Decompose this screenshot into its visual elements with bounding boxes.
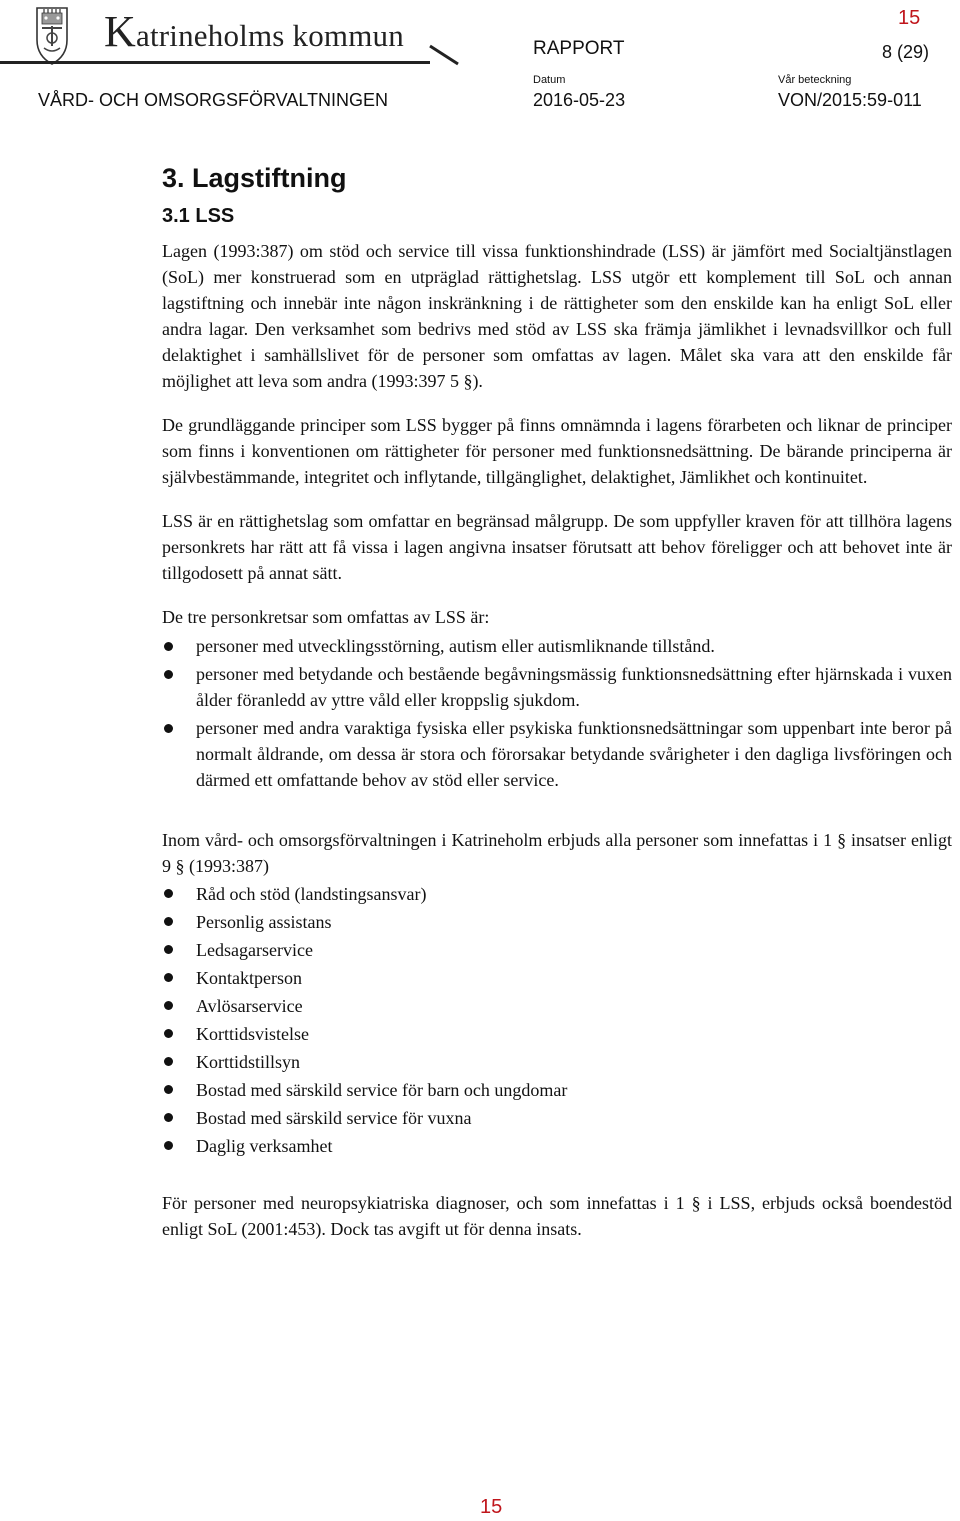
document-reference: VON/2015:59-011 — [778, 90, 922, 110]
bullet-dot-icon — [164, 917, 173, 926]
organization-name: VÅRD- OCH OMSORGSFÖRVALTNINGEN — [38, 90, 389, 110]
bullet-dot-icon — [164, 889, 173, 898]
list-item: Kontaktperson — [162, 964, 952, 992]
bullet-dot-icon — [164, 945, 173, 954]
section-heading: 3. Lagstiftning — [162, 163, 347, 193]
subsection-heading: 3.1 LSS — [162, 205, 235, 227]
document-date: 2016-05-23 — [533, 90, 626, 110]
bullet-dot-icon — [164, 1029, 173, 1038]
list-item: Råd och stöd (landstingsansvar) — [162, 880, 952, 908]
paragraph-closing: För personer med neuropsykiatriska diagnoser, och som innefattas i 1 § i LSS, erbjuds också boendestöd enligt SoL (2001:453). Dock tas avgift ut för denna insats. — [162, 1193, 952, 1239]
logo-swoosh-icon — [428, 44, 462, 66]
bullet-dot-icon — [164, 1057, 173, 1066]
list-item: Ledsagarservice — [162, 936, 952, 964]
bullet-dot-icon — [164, 973, 173, 982]
bullet-dot-icon — [164, 1085, 173, 1094]
insatser-list — [162, 880, 952, 1160]
date-caption: Datum — [533, 74, 566, 86]
personkretsar-list — [162, 633, 952, 793]
document-type-label: RAPPORT — [533, 38, 625, 59]
list-item: personer med betydande och bestående begåvningsmässig funktionsnedsättning efter hjärnskada i vuxen ålder föranledd av yttre våld eller kroppslig sjukdom. — [162, 661, 952, 713]
header-red-page-number: 15 — [898, 7, 921, 29]
list-item: Daglig verksamhet — [162, 1132, 952, 1160]
bullet-dot-icon — [164, 1141, 173, 1150]
paragraph-insatser-intro: Inom vård- och omsorgsförvaltningen i Katrineholm erbjuds alla personer som innefattas i 1 § insatser enligt 9 § (1993:387) — [162, 830, 952, 876]
municipal-crest-icon — [34, 4, 70, 66]
list-item: Bostad med särskild service för vuxna — [162, 1104, 952, 1132]
bullet-dot-icon — [164, 670, 173, 679]
paragraph-intro: Lagen (1993:387) om stöd och service till vissa funktionshindrade (LSS) är jämfört med Socialtjänstlagen (SoL) mer konstruerad som en utpräglad rättighetslag. LSS utgör ett komplement till SoL och annan lagstiftning och innebär inte någon inskränkning i de rättigheter som den enskilde kan ha enligt SoL eller andra lagar. Den verksamhet som bedrivs med stöd av LSS ska främja jämlikhet i levnadsvillkor och full delaktighet i samhällslivet för de personer som omfattas av lagen. Målet ska vara att den enskilde får möjlighet att leva som andra (1993:397 5 §). — [162, 241, 952, 391]
logo-wordmark: atrineholms kommun — [135, 18, 404, 53]
footer-page-number: 15 — [480, 1496, 503, 1518]
logo-initial: K — [104, 7, 136, 56]
page-count: 8 (29) — [882, 42, 930, 62]
logo-underline — [0, 61, 430, 64]
list-item: Korttidsvistelse — [162, 1020, 952, 1048]
paragraph-rights: LSS är en rättighetslag som omfattar en begränsad målgrupp. De som uppfyller kraven för att tillhöra lagens personkrets har rätt att få vissa i lagen angivna insatser förutsatt att behov föreligger och att behovet inte är tillgodosett på annat sätt. — [162, 511, 952, 583]
list-item: Korttidstillsyn — [162, 1048, 952, 1076]
list-item: Avlösarservice — [162, 992, 952, 1020]
paragraph-personkretsar-intro: De tre personkretsar som omfattas av LSS är: — [162, 607, 490, 627]
bullet-dot-icon — [164, 1113, 173, 1122]
paragraph-principles: De grundläggande principer som LSS bygger på finns omnämnda i lagens förarbeten och liknar de principer som finns i konventionen om rättigheter för personer med funktionsnedsättning. De bärande principerna är självbestämmande, integritet och inflytande, tillgänglighet, delaktighet, Jämlikhet och kontinuitet. — [162, 415, 952, 487]
municipality-logo-text — [104, 7, 404, 56]
reference-caption: Vår beteckning — [778, 74, 852, 86]
list-item: Bostad med särskild service för barn och ungdomar — [162, 1076, 952, 1104]
list-item: Personlig assistans — [162, 908, 952, 936]
list-item: personer med utvecklingsstörning, autism eller autismliknande tillstånd. — [162, 633, 952, 659]
document-body — [162, 160, 952, 1260]
bullet-dot-icon — [164, 1001, 173, 1010]
list-item: personer med andra varaktiga fysiska eller psykiska funktionsnedsättningar som uppenbart inte beror på normalt åldrande, om dessa är stora och förorsakar betydande svårigheter i den dagliga livsföringen och därmed ett omfattande behov av stöd eller service. — [162, 715, 952, 793]
bullet-dot-icon — [164, 642, 173, 651]
bullet-dot-icon — [164, 724, 173, 733]
